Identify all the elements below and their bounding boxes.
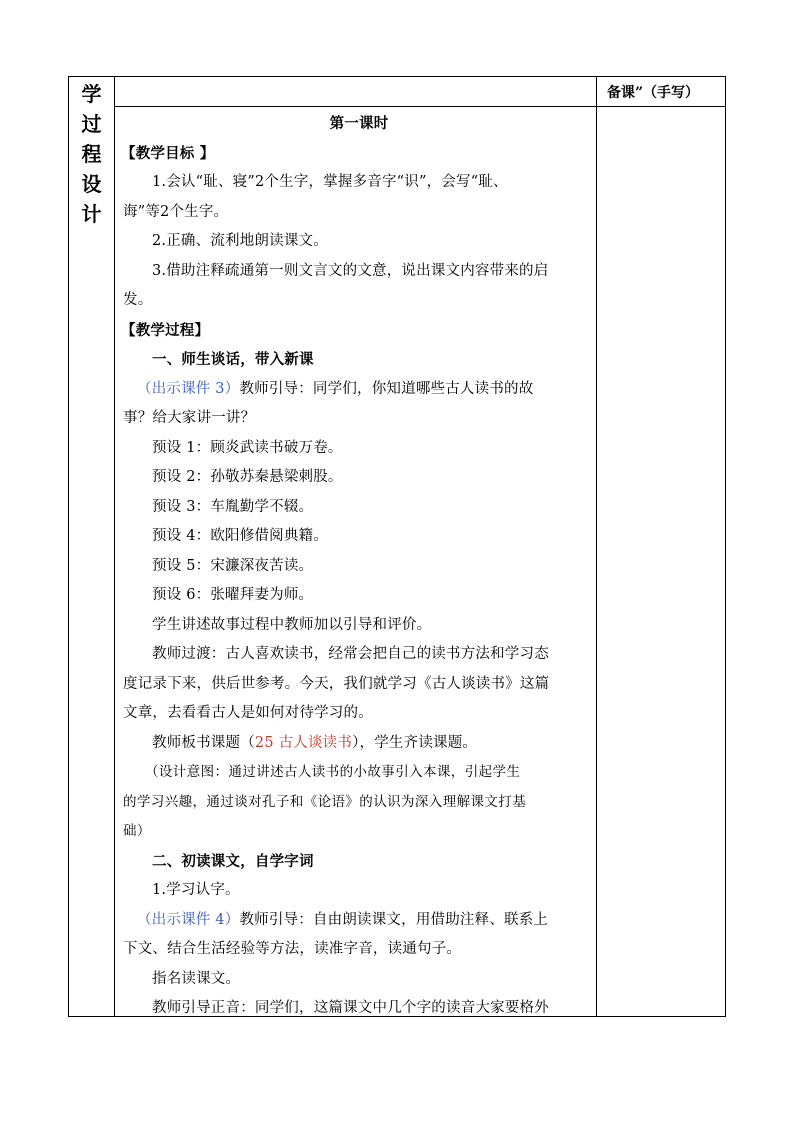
goal-line: 2.正确、流利地朗读课文。 <box>152 233 328 249</box>
lesson-content <box>123 109 595 1024</box>
paragraph-text: ），学生齐读课题。 <box>352 734 478 751</box>
paragraph-line: 事？给大家讲一讲？ <box>123 410 256 426</box>
paragraph-line: 1.学习认字。 <box>152 882 240 898</box>
paragraph-line: 下文、结合生活经验等方法，读准字音，读通句子。 <box>123 941 462 957</box>
design-note-line: 的学习兴趣，通过谈对孔子和《论语》的认识为深入理解课文打基 <box>123 793 527 810</box>
step-title: 二、初读课文，自学字词 <box>152 852 314 870</box>
paragraph-line: 教师引导正音：同学们，这篇课文中几个字的读音大家要格外 <box>152 1000 549 1016</box>
courseware-tag: （出示课件 3） <box>137 380 240 397</box>
column-divider-left <box>114 77 115 1016</box>
preset-item: 预设 1：顾炎武读书破万卷。 <box>152 439 343 456</box>
side-label <box>69 77 114 229</box>
goal-line: 1.会认“耻、寝”2个生字，掌握多音字“识”，会写“耻、 <box>152 174 508 190</box>
paragraph-line: 学生讲述故事过程中教师加以引导和评价。 <box>152 616 432 633</box>
lesson-plan-table <box>68 76 726 1017</box>
paragraph-line: 度记录下来，供后世参考。今天，我们就学习《古人谈读书》这篇 <box>123 675 550 692</box>
side-label-char: 计 <box>81 202 102 226</box>
preset-item: 预设 5：宋濂深夜苦读。 <box>152 557 314 574</box>
lesson-title: 第一课时 <box>329 115 389 132</box>
goal-line: 3.借助注释疏通第一则文言文的文意，说出课文内容带来的启 <box>152 262 549 279</box>
paragraph-text: 教师板书课题（ <box>152 734 255 751</box>
side-label-char: 程 <box>81 142 102 166</box>
side-label-char: 设 <box>81 172 102 196</box>
paragraph-line <box>123 729 595 759</box>
step-title: 一、师生谈话，带入新课 <box>152 351 314 368</box>
goal-line: 诲”等2个生字。 <box>123 203 229 220</box>
paragraph-text: 教师引导：同学们，你知道哪些古人读书的故 <box>239 380 534 397</box>
goal-line: 发。 <box>123 292 153 308</box>
side-label-char: 过 <box>81 112 102 136</box>
design-note-line: 础） <box>123 823 151 839</box>
column-divider-right <box>596 77 597 1016</box>
paragraph-text: 教师引导：自由朗读课文，用借助注释、联系上 <box>239 911 549 928</box>
preset-item: 预设 4：欧阳修借阅典籍。 <box>152 528 328 544</box>
preset-item: 预设 3：车胤勤学不辍。 <box>152 498 314 515</box>
preset-item: 预设 6：张曜拜妻为师。 <box>152 587 314 603</box>
side-label-char: 学 <box>81 82 102 106</box>
section-heading-process: 【教学过程】 <box>121 321 210 339</box>
paragraph-line <box>123 375 595 405</box>
lesson-topic: 25 古人谈读书 <box>254 734 353 751</box>
design-note-line: （设计意图：通过讲述古人读书的小故事引入本课，引起学生 <box>145 764 521 780</box>
paragraph-line: 文章，去看看古人是如何对待学习的。 <box>123 705 373 721</box>
preset-item: 预设 2：孙敬苏秦悬梁刺股。 <box>152 469 343 485</box>
paragraph-line: 指名读课文。 <box>152 970 241 987</box>
section-heading-goals: 【教学目标 】 <box>121 144 215 162</box>
paragraph-line <box>123 906 595 936</box>
paragraph-line: 教师过渡：古人喜欢读书，经常会把自己的读书方法和学习态 <box>152 646 549 662</box>
notes-column-header: 备课”（手写） <box>607 85 700 101</box>
courseware-tag: （出示课件 4） <box>137 911 240 928</box>
